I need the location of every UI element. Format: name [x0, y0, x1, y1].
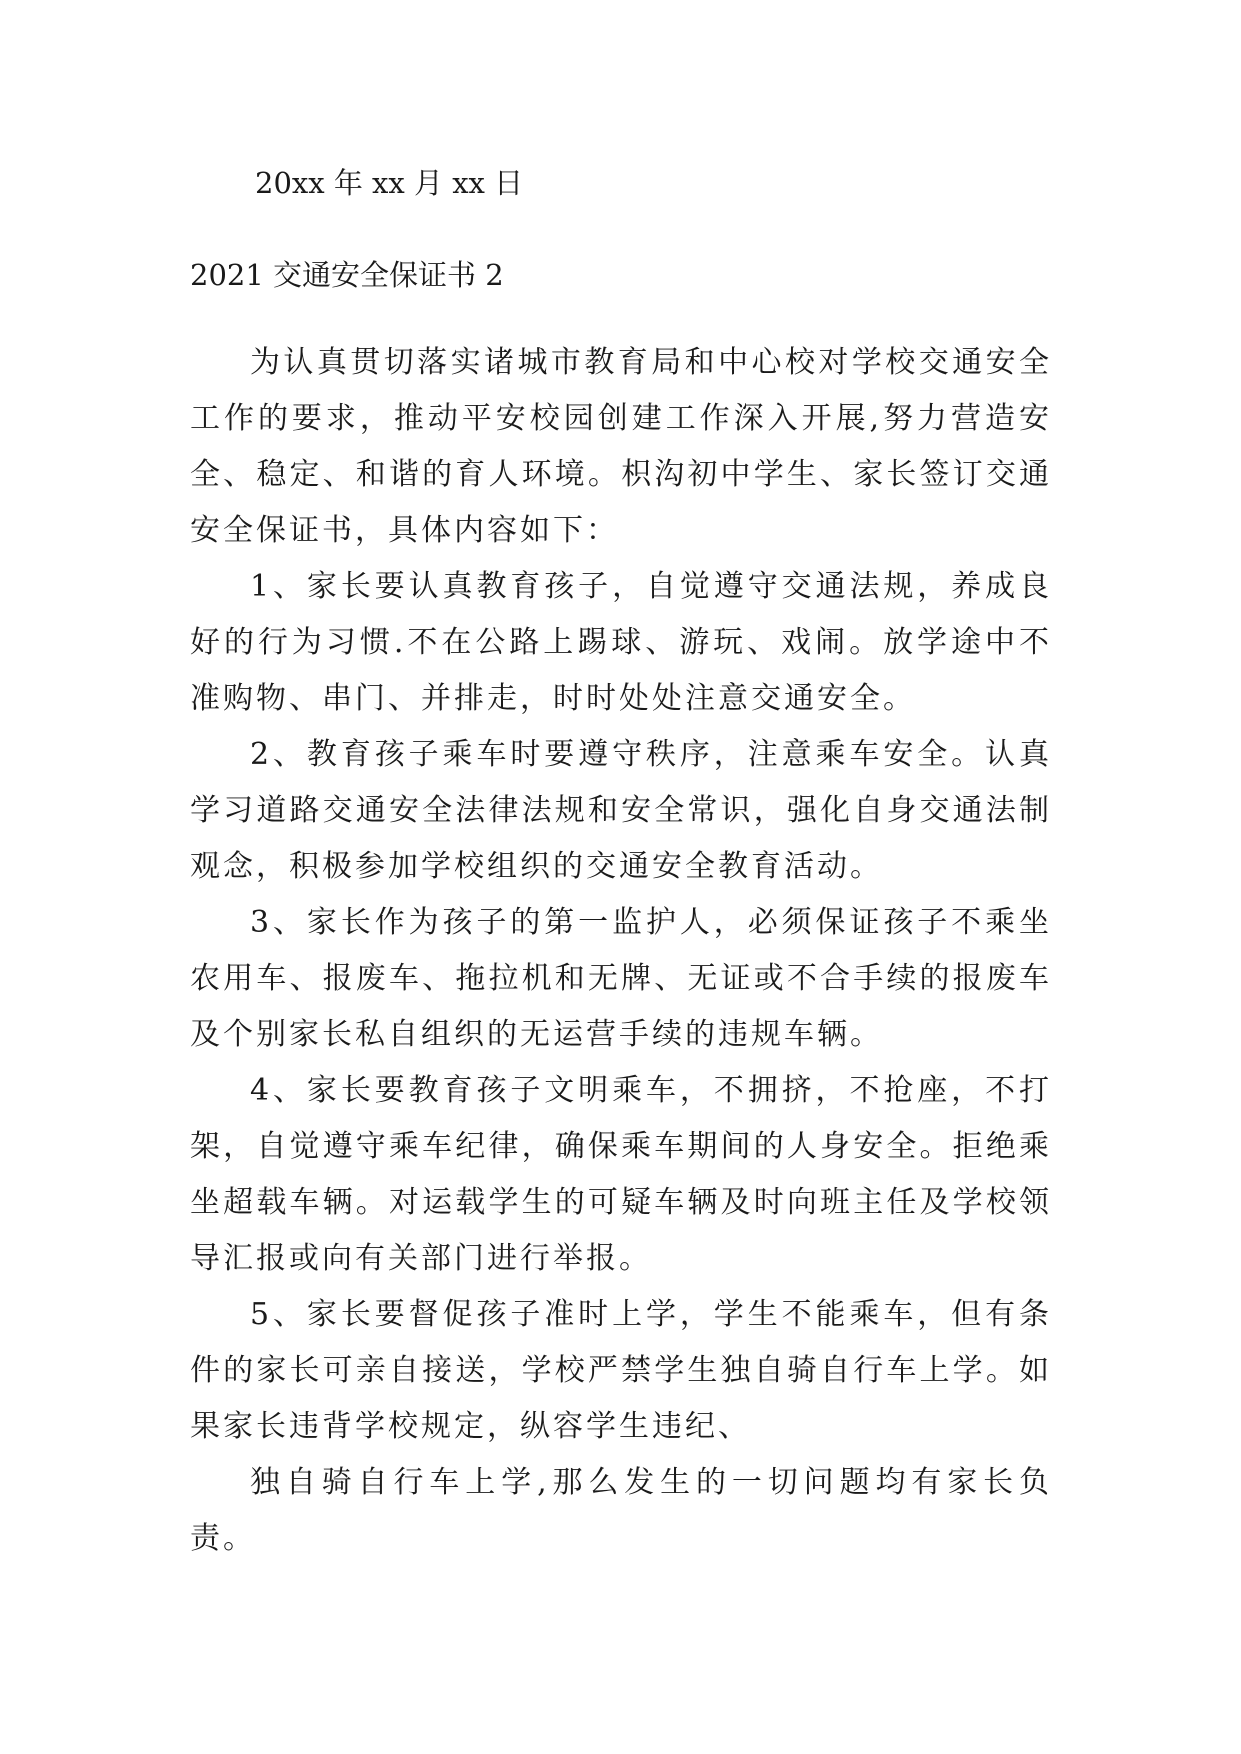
clause-1-paragraph: 1、家长要认真教育孩子，自觉遵守交通法规，养成良好的行为习惯.不在公路上踢球、游玩、戏闹。放学途中不准购物、串门、并排走，时时处处注意交通安全。: [190, 569, 1052, 716]
clause-5-paragraph: 5、家长要督促孩子准时上学，学生不能乘车，但有条件的家长可亲自接送，学校严禁学生独自骑自行车上学。如果家长违背学校规定，纵容学生违纪、: [190, 1297, 1052, 1444]
intro-paragraph: 为认真贯切落实诸城市教育局和中心校对学校交通安全工作的要求，推动平安校园创建工作深入开展,努力营造安全、稳定、和谐的育人环境。枳沟初中学生、家长签订交通安全保证书，具体内容如下：: [190, 345, 1052, 548]
document-title: 2021 交通安全保证书 2: [190, 258, 504, 292]
date-line: 20xx 年 xx 月 xx 日: [255, 166, 524, 200]
continuation-paragraph: 独自骑自行车上学,那么发生的一切问题均有家长负责。: [190, 1465, 1052, 1556]
clause-4-paragraph: 4、家长要教育孩子文明乘车，不拥挤，不抢座，不打架，自觉遵守乘车纪律，确保乘车期间的人身安全。拒绝乘坐超载车辆。对运载学生的可疑车辆及时向班主任及学校领导汇报或向有关部门进行举报。: [190, 1073, 1052, 1276]
document-body: [190, 335, 1052, 1567]
clause-2-paragraph: 2、教育孩子乘车时要遵守秩序，注意乘车安全。认真学习道路交通安全法律法规和安全常识，强化自身交通法制观念，积极参加学校组织的交通安全教育活动。: [190, 737, 1052, 884]
clause-3-paragraph: 3、家长作为孩子的第一监护人，必须保证孩子不乘坐农用车、报废车、拖拉机和无牌、无证或不合手续的报废车及个别家长私自组织的无运营手续的违规车辆。: [190, 905, 1052, 1052]
